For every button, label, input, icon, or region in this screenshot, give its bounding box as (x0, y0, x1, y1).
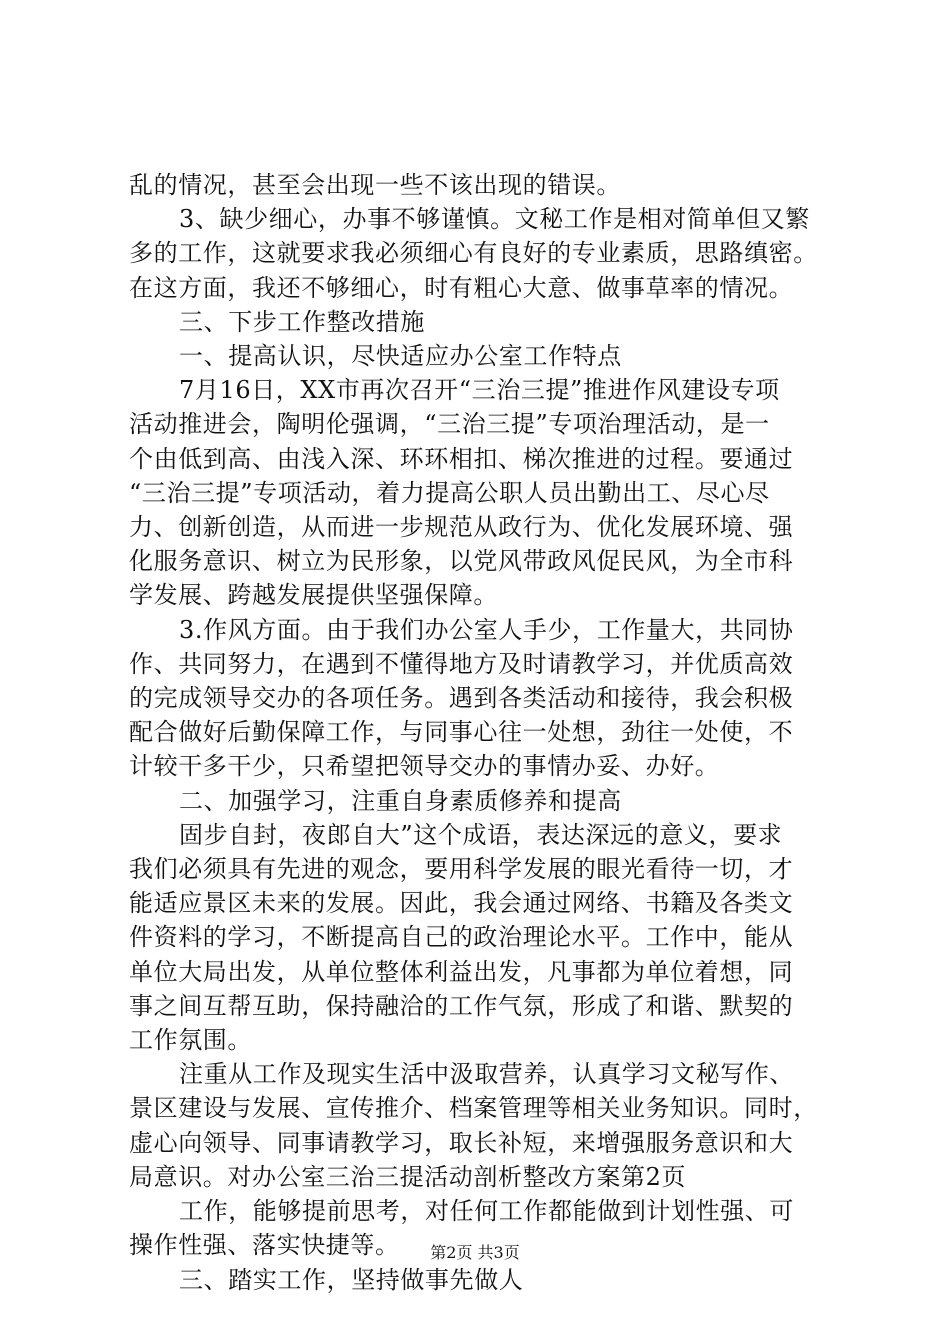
text-line: 作、共同努力，在遇到不懂得地方及时请教学习，并优质高效 (129, 649, 794, 678)
text-line: 力、创新创造，从而进一步规范从政行为、优化发展环境、强 (129, 513, 794, 542)
page-footer: 第2页 共3页 (430, 1243, 520, 1262)
text-line: 能适应景区未来的发展。因此，我会通过网络、书籍及各类文 (129, 889, 794, 918)
text-line: 乱的情况，甚至会出现一些不该出现的错误。 (129, 171, 621, 199)
text-line: 工作氛围。 (129, 1026, 252, 1055)
text-line: 3.作风方面。由于我们办公室人手少，工作量大，共同协 (179, 615, 794, 644)
text-line: 局意识。对办公室三治三提活动剖析整改方案第2页 (129, 1162, 687, 1191)
text-line: 事之间互帮互助，保持融洽的工作气氛，形成了和谐、默契的 (129, 991, 794, 1020)
text-line: 二、加强学习，注重自身素质修养和提高 (179, 786, 622, 815)
text-line: 一、提高认识，尽快适应办公室工作特点 (179, 342, 622, 371)
text-line: 学发展、跨越发展提供坚强保障。 (129, 581, 498, 610)
text-line: “三治三提”专项活动，着力提高公职人员出勤出工、尽心尽 (129, 478, 770, 507)
text-line: 注重从工作及现实生活中汲取营养，认真学习文秘写作、 (179, 1060, 794, 1089)
text-line: 3、缺少细心，办事不够谨慎。文秘工作是相对简单但又繁 (179, 205, 810, 234)
document-body (129, 168, 853, 1297)
text-line: 件资料的学习，不断提高自己的政治理论水平。工作中，能从 (129, 923, 794, 952)
text-line: 的完成领导交办的各项任务。遇到各类活动和接待，我会积极 (129, 684, 794, 713)
text-line: 活动推进会，陶明伦强调，“三治三提”专项治理活动，是一 (129, 410, 770, 439)
text-line: 7月16日，XX市再次召开“三治三提”推进作风建设专项 (179, 376, 780, 405)
text-line: 操作性强、落实快捷等。 (129, 1231, 400, 1260)
text-line: 多的工作，这就要求我必须细心有良好的专业素质，思路缜密。 (129, 239, 818, 268)
text-line: 化服务意识、树立为民形象，以党风带政风促民风，为全市科 (129, 547, 794, 576)
text-line: 三、下步工作整改措施 (179, 307, 425, 336)
text-line: 三、踏实工作，坚持做事先做人 (179, 1265, 524, 1294)
text-line: 我们必须具有先进的观念，要用科学发展的眼光看待一切，才 (129, 855, 794, 884)
text-line: 虚心向领导、同事请教学习，取长补短，来增强服务意识和大 (129, 1128, 794, 1157)
text-line: 工作，能够提前思考，对任何工作都能做到计划性强、可 (179, 1197, 794, 1226)
text-line: 个由低到高、由浅入深、环环相扣、梯次推进的过程。要通过 (129, 444, 794, 473)
text-line: 景区建设与发展、宣传推介、档案管理等相关业务知识。同时， (129, 1094, 818, 1123)
text-line: 在这方面，我还不够细心，时有粗心大意、做事草率的情况。 (129, 273, 794, 302)
text-line: 固步自封，夜郎自大”这个成语，表达深远的意义，要求 (179, 820, 783, 849)
text-line: 单位大局出发，从单位整体利益出发，凡事都为单位着想，同 (129, 957, 794, 986)
text-line: 配合做好后勤保障工作，与同事心往一处想，劲往一处使，不 (129, 718, 794, 747)
text-line: 计较干多干少，只希望把领导交办的事情办妥、办好。 (129, 752, 720, 781)
